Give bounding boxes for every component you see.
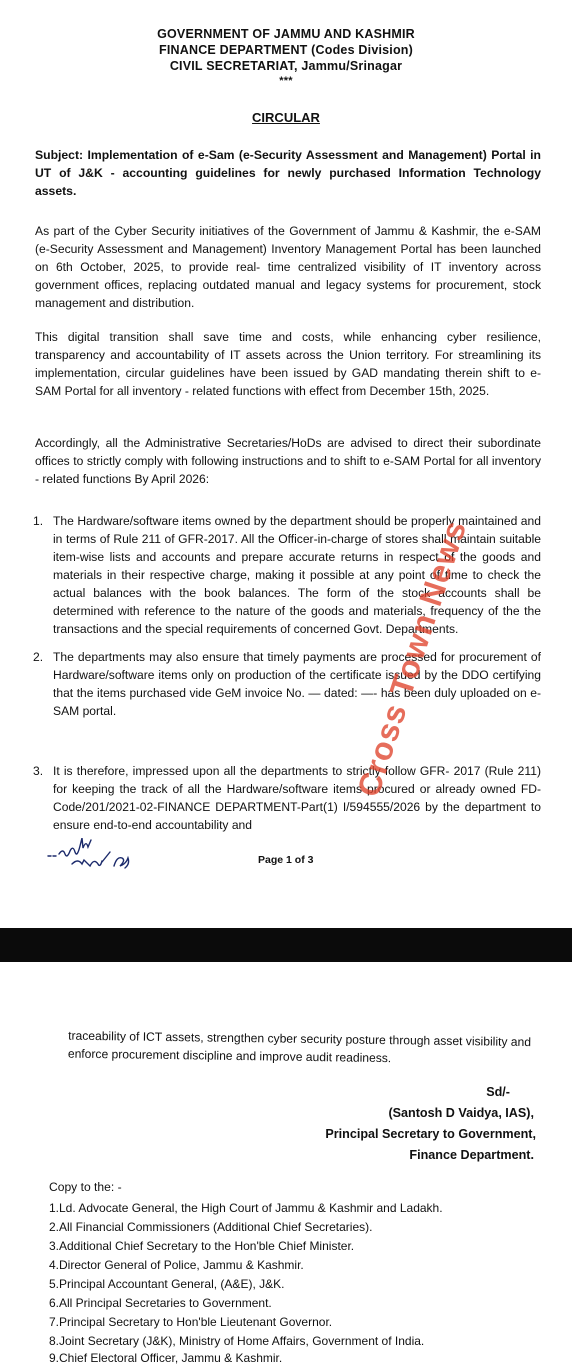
paragraph-2: This digital transition shall save time and costs, while enhancing cyber resilience, transparency and accountability of IT assets across the Union territory. For streamlining its implementation, circular guidelines have been issued by GAD mandating therein shift to e-SAM Portal for all inventory - related functions with effect from December 15th, 2025. — [35, 330, 541, 398]
list-item: 5.Principal Accountant General, (A&E), J&K. — [49, 1277, 285, 1291]
list-item: 9.Chief Electoral Officer, Jammu & Kashmir. — [49, 1351, 283, 1365]
copy-to-heading: Copy to the: - — [49, 1180, 122, 1194]
item-number: 2. — [33, 650, 44, 664]
signature-department: Finance Department. — [409, 1148, 534, 1162]
list-item: 2.All Financial Commissioners (Additional Chief Secretaries). — [49, 1220, 373, 1234]
page-number: Page 1 of 3 — [258, 854, 314, 866]
list-item: 1.Ld. Advocate General, the High Court of Jammu & Kashmir and Ladakh. — [49, 1201, 443, 1215]
item-text: The departments may also ensure that timely payments are processed for procurement of Hardware/software items only on production of the certificate issued by the DDO certifying that the items purchased vide GeM invoice No. — dated: —- has been duly uploaded on e-SAM portal. — [53, 650, 541, 718]
header-stars: *** — [279, 75, 293, 87]
watermark: Cross Town News — [349, 515, 474, 801]
list-item: 4.Director General of Police, Jammu & Kashmir. — [49, 1258, 304, 1272]
item-number: 1. — [33, 514, 44, 528]
header-department: FINANCE DEPARTMENT (Codes Division) — [159, 43, 413, 57]
signature-sd: Sd/- — [486, 1085, 510, 1099]
item-number: 3. — [33, 764, 44, 778]
subject: Subject: Implementation of e-Sam (e-Security Assessment and Management) Portal in UT of J&K - accounting guidelines for newly purchased Information Technology assets. — [35, 148, 541, 198]
list-item: 3.Additional Chief Secretary to the Hon'ble Chief Minister. — [49, 1239, 355, 1253]
paragraph-1: As part of the Cyber Security initiatives of the Government of Jammu & Kashmir, the e-SAM (e-Security Assessment and Management) Inventory Management Portal has been launched on 6th October, 2025, to provide real- time centralized visibility of IT inventory across government offices, replacing outdated manual and legacy systems for procurement, stock management and distribution. — [35, 224, 541, 310]
handwritten-initials-signature — [44, 838, 154, 870]
item-text: It is therefore, impressed upon all the departments to strictly follow GFR- 2017 (Rule 211) for keeping the track of all the Hardware/software items procured or already owned FD-Code/201/2021-02-FINANCE DEPARTMENT-Part(1) I/594555/2026 by the department to ensure end-to-end accountability and — [53, 764, 541, 832]
header-secretariat: CIVIL SECRETARIAT, Jammu/Srinagar — [169, 59, 403, 73]
page-separator — [0, 928, 572, 962]
circular-title: CIRCULAR — [252, 110, 320, 125]
list-item: 7.Principal Secretary to Hon'ble Lieutenant Governor. — [49, 1315, 333, 1329]
header-government: GOVERNMENT OF JAMMU AND KASHMIR — [157, 27, 415, 41]
signature-name: (Santosh D Vaidya, IAS), — [388, 1106, 534, 1120]
signature-designation: Principal Secretary to Government, — [325, 1127, 536, 1141]
item-text: The Hardware/software items owned by the department should be properly maintained and in terms of Rule 211 of GFR-2017. All the Officer-in-charge of stores shall maintain suitable item-wise lists and accounts and prepare accurate returns in respect of the goods and materials in their respective charge, making it possible at any point of time to check the actual balances with the book balances. The form of the stock accounts shall be determined with reference to the nature of the goods and materials, frequency of the the transactions and the special requirements of concerned Govt. Departments. — [53, 514, 541, 636]
continuation-text: traceability of ICT assets, strengthen cyber security posture through asset visibility and enforce procurement discipline and improve audit readiness. — [67, 1028, 532, 1066]
list-item: 6.All Principal Secretaries to Government. — [49, 1296, 272, 1310]
paragraph-3: Accordingly, all the Administrative Secretaries/HoDs are advised to direct their subordinate offices to strictly comply with following instructions and to shift to e-SAM Portal for all inventory - related functions By April 2026: — [35, 436, 541, 486]
list-item: 8.Joint Secretary (J&K), Ministry of Home Affairs, Government of India. — [49, 1334, 425, 1348]
